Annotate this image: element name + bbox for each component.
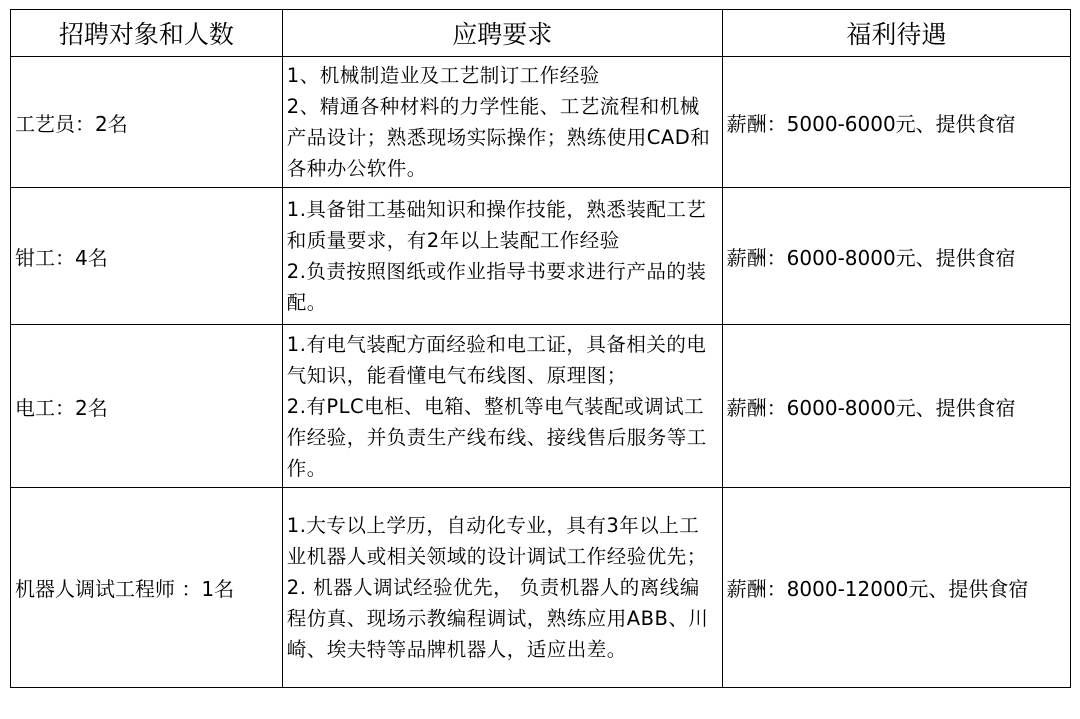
position-cell: 钳工：4名 <box>11 188 283 325</box>
requirement-item: 2. 机器人调试经验优先， 负责机器人的离线编程仿真、现场示教编程调试，熟练应用ABB、川崎、埃夫特等品牌机器人，适应出差。 <box>286 576 709 661</box>
table-row <box>11 57 1071 188</box>
table-row <box>11 188 1071 325</box>
requirements-cell <box>282 325 722 488</box>
requirement-item: 1.具备钳工基础知识和操作技能，熟悉装配工艺和质量要求，有2年以上装配工作经验 <box>286 198 707 252</box>
benefits-cell: 薪酬：5000-6000元、提供食宿 <box>722 57 1070 188</box>
table-row <box>11 325 1071 488</box>
header-positions: 招聘对象和人数 <box>11 10 283 57</box>
requirements-cell <box>282 188 722 325</box>
requirement-item: 2、精通各种材料的力学性能、工艺流程和机械产品设计；熟悉现场实际操作；熟练使用CAD和各种办公软件。 <box>286 95 711 180</box>
requirement-item: 1.有电气装配方面经验和电工证，具备相关的电气知识，能看懂电气布线图、原理图； <box>286 332 707 387</box>
requirement-item: 1.大专以上学历，自动化专业，具有3年以上工业机器人或相关领域的设计调试工作经验优先； <box>286 514 707 568</box>
recruitment-table <box>10 9 1071 688</box>
requirement-item: 2.有PLC电柜、电箱、整机等电气装配或调试工作经验，并负责生产线布线、接线售后服务等工作。 <box>286 394 707 480</box>
header-benefits: 福利待遇 <box>722 10 1070 57</box>
benefits-cell: 薪酬：6000-8000元、提供食宿 <box>722 188 1070 325</box>
header-requirements: 应聘要求 <box>282 10 722 57</box>
position-cell: 机器人调试工程师 ：1名 <box>11 488 283 688</box>
requirement-item: 1、机械制造业及工艺制订工作经验 <box>286 64 600 87</box>
requirement-item: 2.负责按照图纸或作业指导书要求进行产品的装配。 <box>286 260 707 314</box>
position-cell: 电工：2名 <box>11 325 283 488</box>
table-header-row <box>11 10 1071 57</box>
benefits-cell: 薪酬：6000-8000元、提供食宿 <box>722 325 1070 488</box>
table-row <box>11 488 1071 688</box>
benefits-cell: 薪酬：8000-12000元、提供食宿 <box>722 488 1070 688</box>
requirements-cell <box>282 488 722 688</box>
requirements-cell <box>282 57 722 188</box>
position-cell: 工艺员：2名 <box>11 57 283 188</box>
